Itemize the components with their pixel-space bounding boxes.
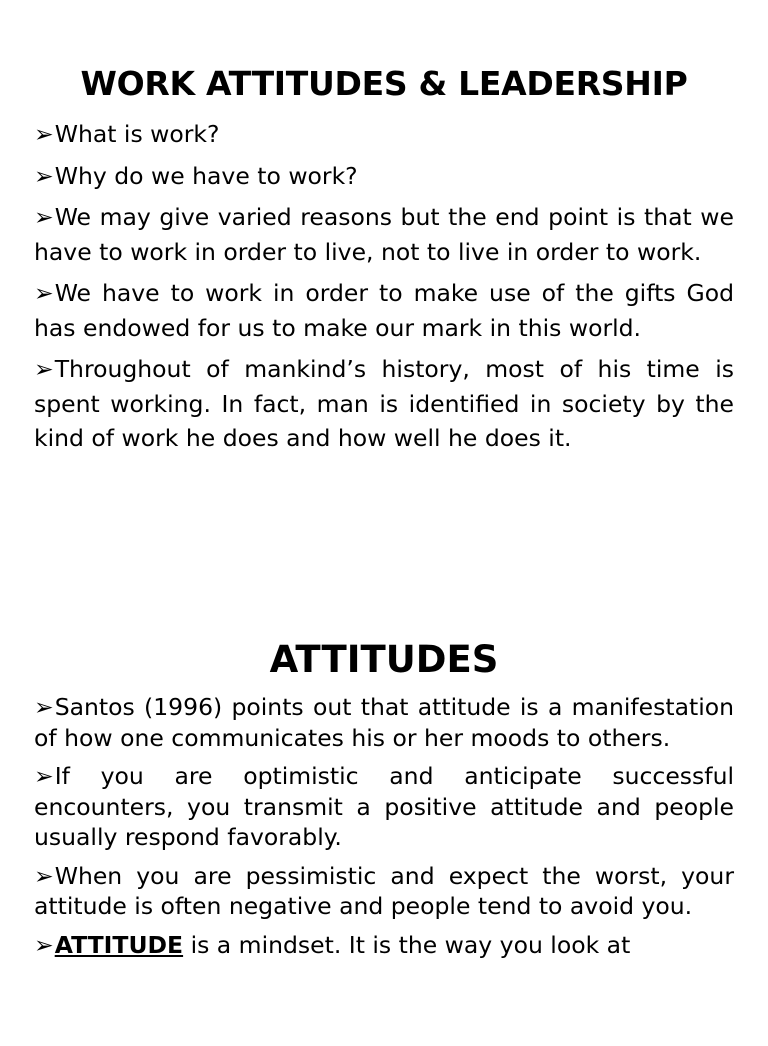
bullet-item — [34, 276, 734, 345]
bullet-item — [34, 200, 734, 269]
bullet-item — [34, 352, 734, 456]
bullet-text: We may give varied reasons but the end point is that we have to work in order to live, not to live in order to work. — [34, 203, 734, 266]
slide-title: ATTITUDES — [269, 638, 499, 681]
bullet-list — [34, 117, 734, 463]
bullet-text: If you are optimistic and anticipate successful encounters, you transmit a positive attitude and people usually respond favorably. — [34, 762, 734, 851]
bullet-text: When you are pessimistic and expect the worst, your attitude is often negative and people tend to avoid you. — [34, 861, 734, 920]
bullet-item — [34, 117, 734, 152]
arrow-bullet-icon: ➢ — [34, 693, 54, 721]
arrow-bullet-icon: ➢ — [34, 930, 54, 959]
arrow-bullet-icon: ➢ — [34, 120, 54, 148]
bullet-list — [34, 692, 734, 968]
bullet-item — [34, 930, 734, 961]
bullet-text: is a mindset. It is the way you look at — [183, 930, 631, 959]
slide-attitudes — [0, 626, 768, 1046]
arrow-bullet-icon: ➢ — [34, 203, 54, 231]
bullet-text: Throughout of mankind’s history, most of his time is spent working. In fact, man is identified in society by the kind of work he does and how well he does it. — [34, 355, 734, 452]
arrow-bullet-icon: ➢ — [34, 762, 54, 790]
bullet-text: Why do we have to work? — [54, 161, 358, 190]
bullet-item — [34, 692, 734, 753]
bullet-text: What is work? — [54, 120, 220, 148]
slide-title: WORK ATTITUDES & LEADERSHIP — [80, 64, 688, 103]
bullet-item — [34, 159, 734, 194]
attitude-keyword: ATTITUDE — [54, 930, 184, 959]
arrow-bullet-icon: ➢ — [34, 861, 54, 890]
arrow-bullet-icon: ➢ — [34, 161, 54, 190]
arrow-bullet-icon: ➢ — [34, 355, 54, 383]
bullet-item — [34, 861, 734, 922]
arrow-bullet-icon: ➢ — [34, 279, 54, 307]
bullet-item — [34, 761, 734, 853]
bullet-text: Santos (1996) points out that attitude is a manifestation of how one communicates his or her moods to others. — [34, 693, 734, 752]
bullet-text: We have to work in order to make use of the gifts God has endowed for us to make our mark in this world. — [34, 279, 734, 342]
